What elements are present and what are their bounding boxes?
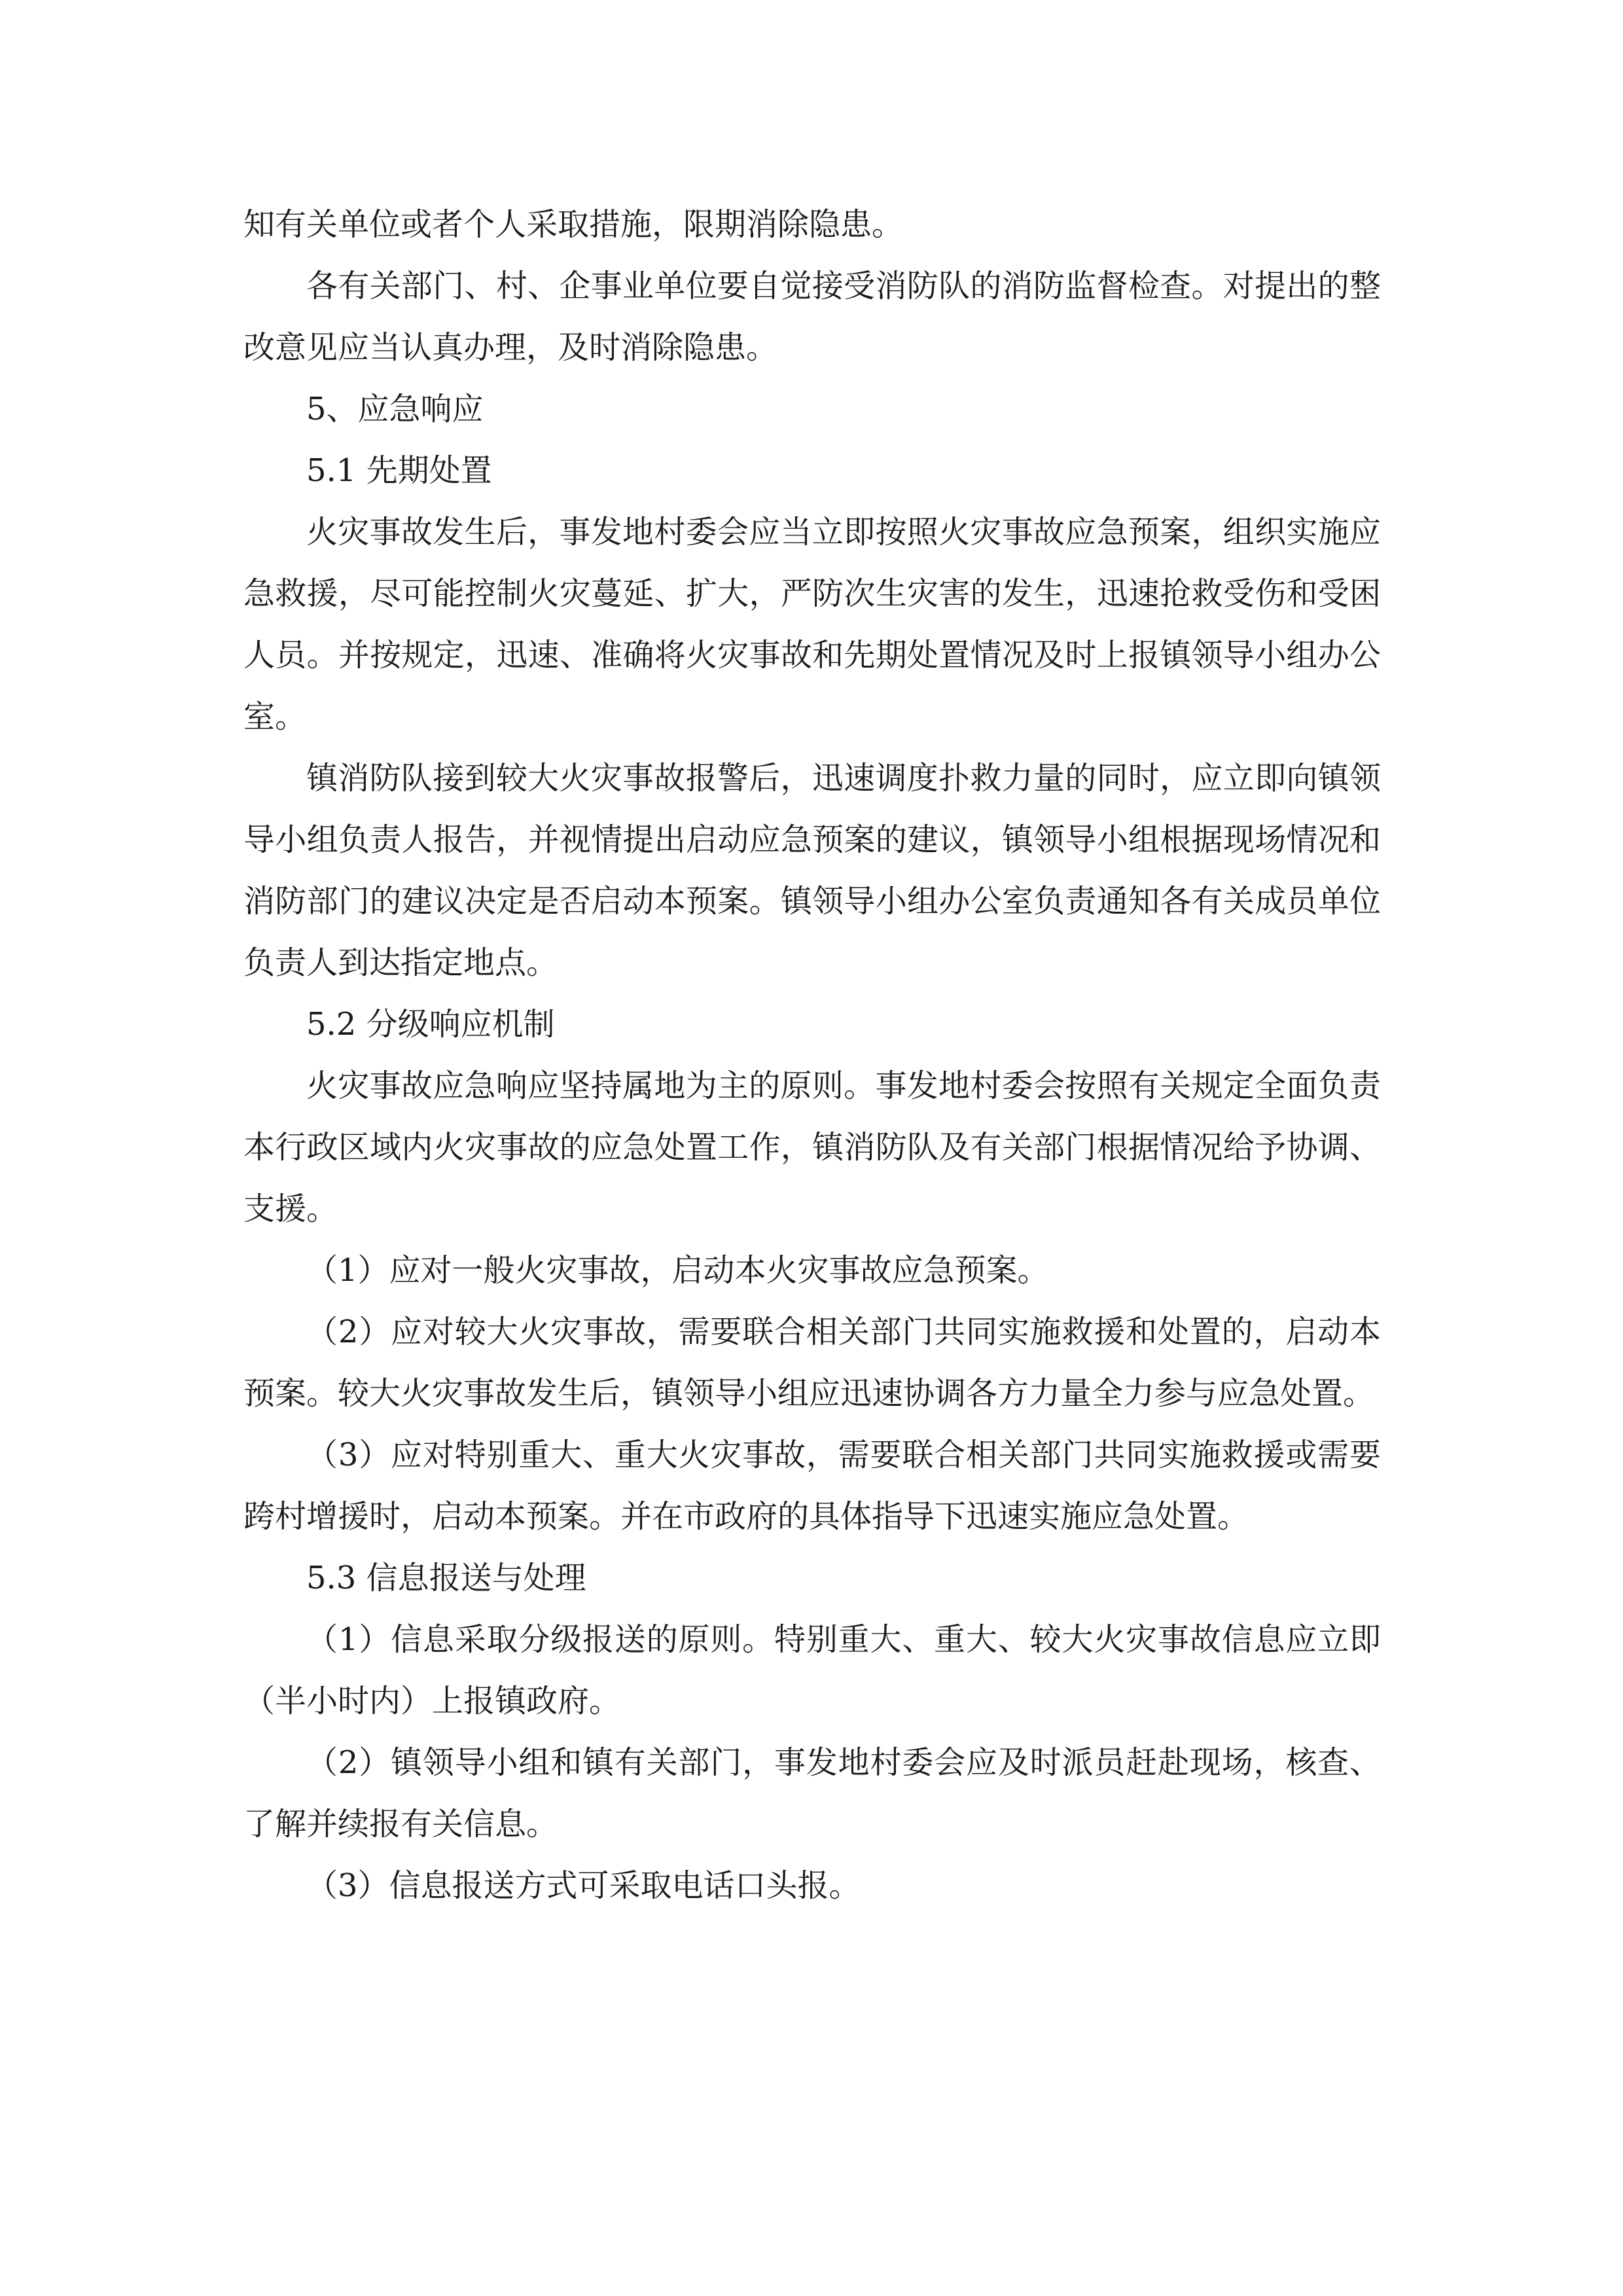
document-body [243,194,1381,1916]
subsection-heading-information-reporting: 5.3 信息报送与处理 [306,1560,586,1596]
paragraph-inspection: 各有关部门、村、企事业单位要自觉接受消防队的消防监督检查。对提出的整改意见应当认真办理，及时消除隐患。 [243,268,1381,366]
list-item-report-method: （3）信息报送方式可采取电话口头报。 [306,1867,861,1904]
list-item-dispatch-staff: （2）镇领导小组和镇有关部门，事发地村委会应及时派员赶赴现场，核查、了解并续报有关信息。 [243,1744,1381,1842]
subsection-heading-graded-response: 5.2 分级响应机制 [306,1006,555,1043]
list-item-graded-reporting: （1）信息采取分级报送的原则。特别重大、重大、较大火灾事故信息应立即（半小时内）上报镇政府。 [243,1621,1381,1719]
list-item-severe-fire: （3）应对特别重大、重大火灾事故，需要联合相关部门共同实施救援或需要跨村增援时，启动本预案。并在市政府的具体指导下迅速实施应急处置。 [243,1437,1381,1535]
subsection-heading-initial-handling: 5.1 先期处置 [306,452,492,489]
paragraph-continuation: 知有关单位或者个人采取措施，限期消除隐患。 [243,206,904,243]
paragraph-initial-handling: 火灾事故发生后，事发地村委会应当立即按照火灾事故应急预案，组织实施应急救援，尽可能控制火灾蔓延、扩大，严防次生灾害的发生，迅速抢救受伤和受困人员。并按规定，迅速、准确将火灾事故和先期处置情况及时上报镇领导小组办公室。 [243,514,1381,735]
list-item-general-fire: （1）应对一般火灾事故，启动本火灾事故应急预案。 [306,1252,1049,1289]
paragraph-fire-brigade-report: 镇消防队接到较大火灾事故报警后，迅速调度扑救力量的同时，应立即向镇领导小组负责人报告，并视情提出启动应急预案的建议，镇领导小组根据现场情况和消防部门的建议决定是否启动本预案。镇领导小组办公室负责通知各有关成员单位负责人到达指定地点。 [243,760,1381,981]
paragraph-territorial-principle: 火灾事故应急响应坚持属地为主的原则。事发地村委会按照有关规定全面负责本行政区域内火灾事故的应急处置工作，镇消防队及有关部门根据情况给予协调、支援。 [243,1067,1381,1227]
section-heading-emergency-response: 5、应急响应 [306,391,484,427]
list-item-major-fire: （2）应对较大火灾事故，需要联合相关部门共同实施救援和处置的，启动本预案。较大火灾事故发生后，镇领导小组应迅速协调各方力量全力参与应急处置。 [243,1314,1381,1412]
